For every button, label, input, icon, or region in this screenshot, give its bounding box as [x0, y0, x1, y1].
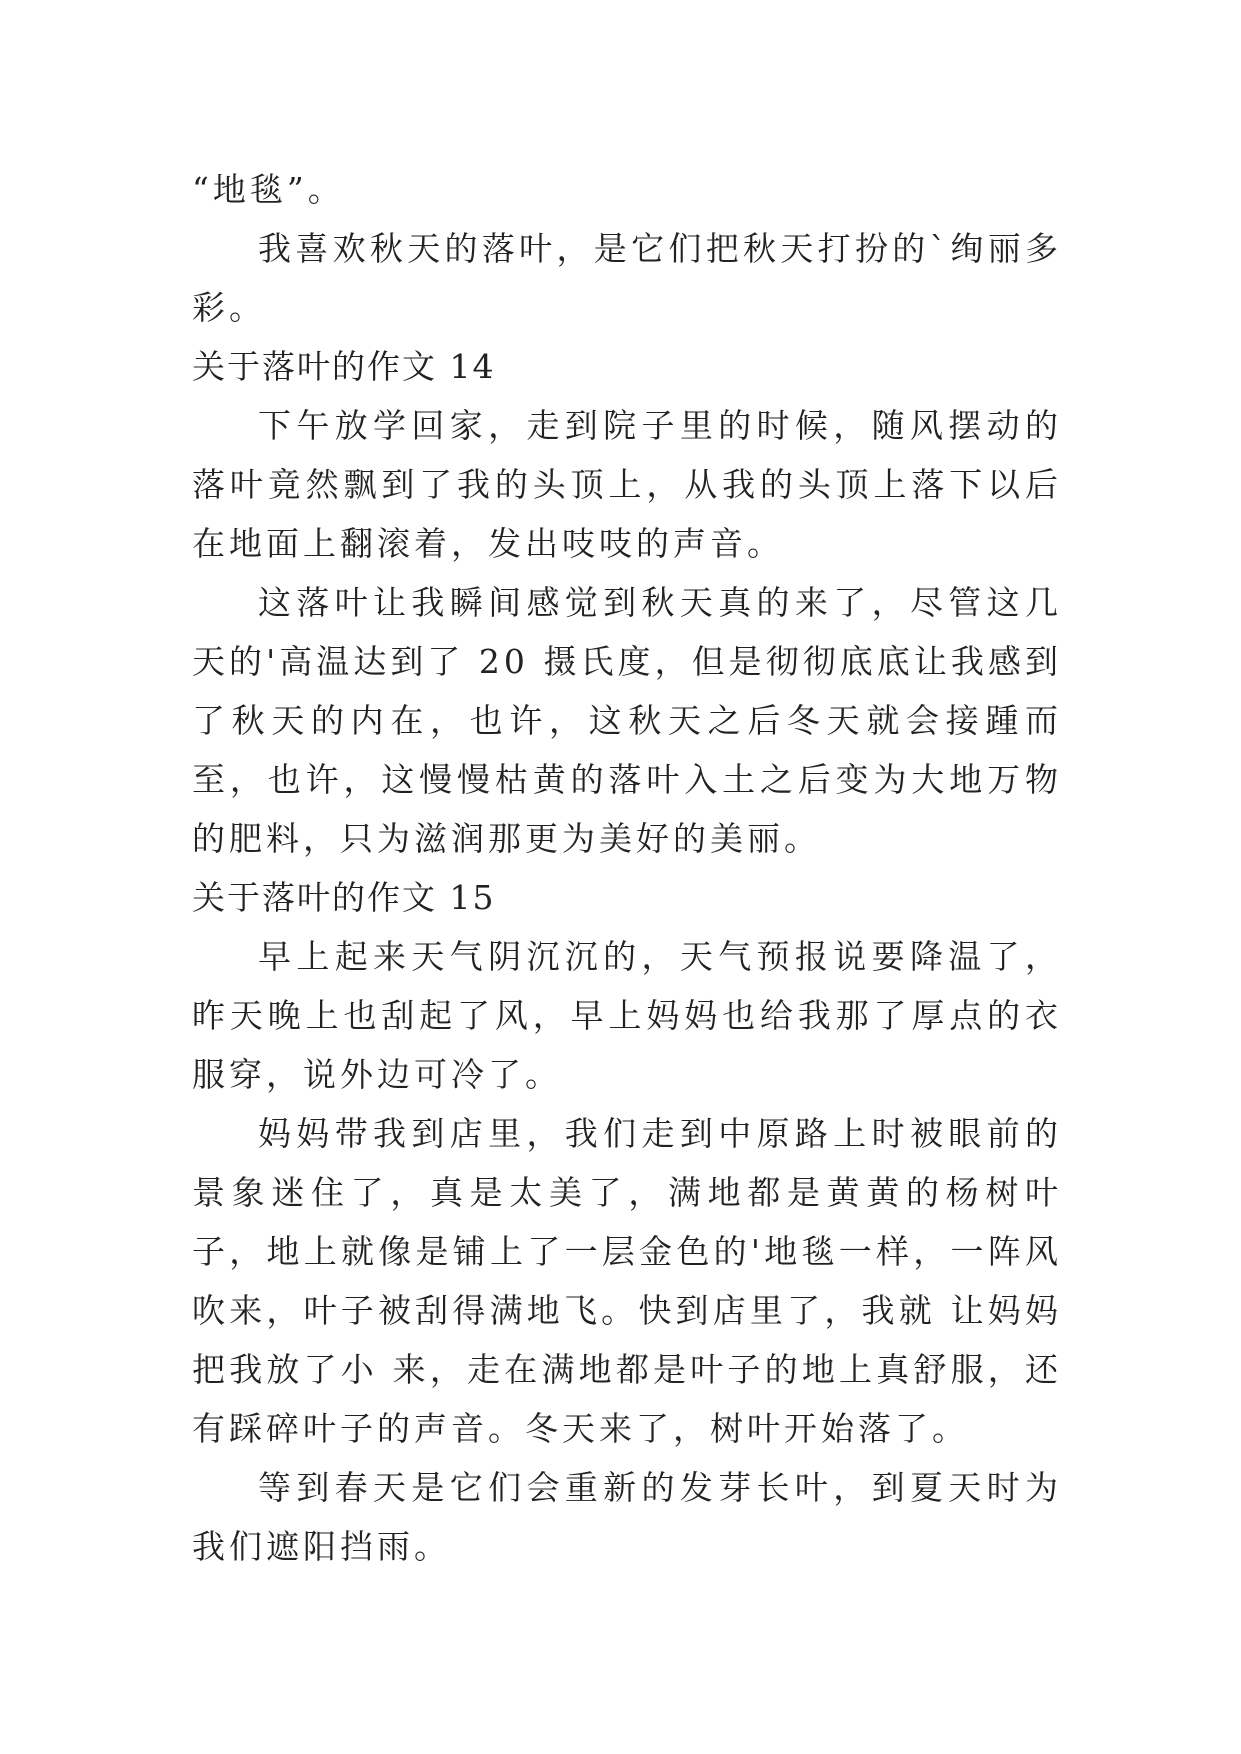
paragraph: 下午放学回家，走到院子里的时候，随风摆动的落叶竟然飘到了我的头顶上，从我的头顶上落下以后在地面上翻滚着，发出吱吱的声音。	[192, 406, 1062, 563]
paragraph: 妈妈带我到店里，我们走到中原路上时被眼前的景象迷住了，真是太美了，满地都是黄黄的杨树叶子，地上就像是铺上了一层金色的'地毯一样，一阵风吹来，叶子被刮得满地飞。快到店里了，我就 让妈妈把我放了小 来，走在满地都是叶子的地上真舒服，还有踩碎叶子的声音。冬天来了，树叶开始落了。	[192, 1114, 1062, 1448]
paragraph-continuation: “地毯”。	[192, 170, 345, 209]
paragraph: 等到春天是它们会重新的发芽长叶，到夏天时为我们遮阳挡雨。	[192, 1468, 1062, 1566]
paragraph: 早上起来天气阴沉沉的，天气预报说要降温了，昨天晚上也刮起了风，早上妈妈也给我那了厚点的衣服穿，说外边可冷了。	[192, 937, 1062, 1094]
paragraph: 我喜欢秋天的落叶，是它们把秋天打扮的`绚丽多彩。	[192, 229, 1062, 327]
section-heading: 关于落叶的作文 14	[192, 347, 496, 386]
document-body	[192, 160, 1062, 1576]
section-heading: 关于落叶的作文 15	[192, 878, 496, 917]
paragraph: 这落叶让我瞬间感觉到秋天真的来了，尽管这几天的'高温达到了 20 摄氏度，但是彻彻底底让我感到了秋天的内在，也许，这秋天之后冬天就会接踵而至，也许，这慢慢枯黄的落叶入土之后变为大地万物的肥料，只为滋润那更为美好的美丽。	[192, 583, 1062, 858]
